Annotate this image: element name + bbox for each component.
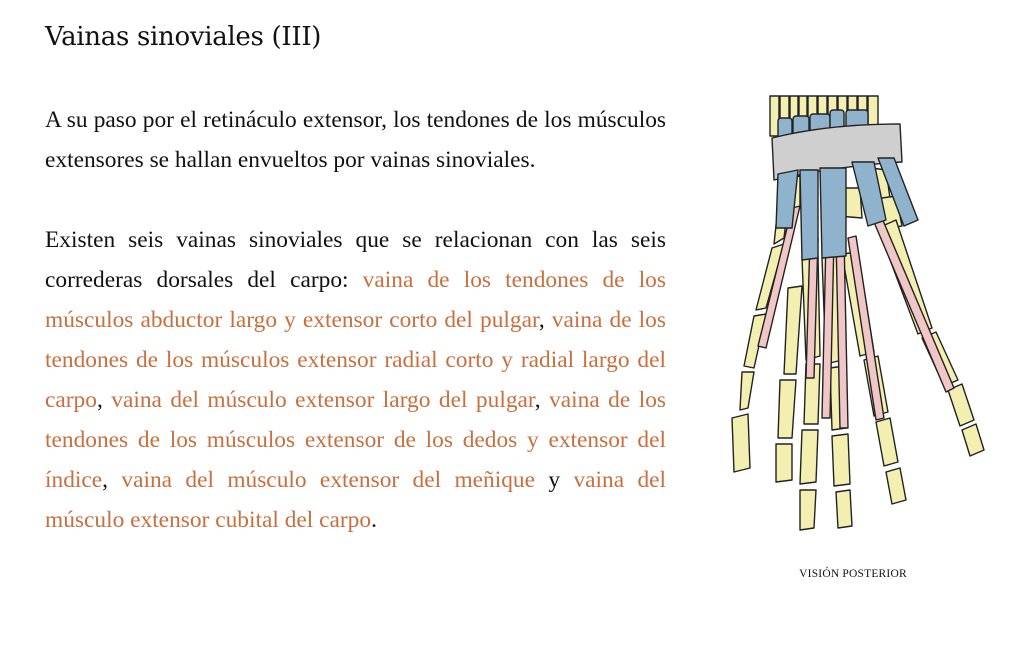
sheath-term-4: vaina de los tendones de los músculos extensor de los dedos y extensor del índice xyxy=(45,387,666,493)
intro-paragraph: A su paso por el retináculo extensor, los tendones de los músculos extensores se hallan envueltos por vainas sinoviales. xyxy=(45,107,666,173)
sheaths-intro: Existen seis vainas sinoviales que se relacionan con las seis correderas dorsales del carpo: xyxy=(45,227,666,293)
sheath-term-3: vaina del músculo extensor largo del pulgar xyxy=(111,387,535,413)
page-title: Vainas sinoviales (III) xyxy=(45,22,322,52)
sheath-term-2: vaina de los tendones de los músculos extensor radial corto y radial largo del carpo xyxy=(45,307,666,413)
figure-caption: VISIÓN POSTERIOR xyxy=(799,568,907,580)
separator: y xyxy=(535,467,574,493)
separator: , xyxy=(538,307,552,333)
middle-finger xyxy=(800,364,820,530)
index-finger xyxy=(776,286,802,482)
body-text xyxy=(45,100,666,540)
hand-illustration-svg xyxy=(718,88,988,548)
sheaths-paragraph xyxy=(45,220,666,540)
hand-posterior-illustration xyxy=(718,88,988,548)
sheath-term-6: vaina del músculo extensor cubital del carpo xyxy=(45,467,667,533)
paragraph-end: . xyxy=(371,507,377,533)
separator: , xyxy=(96,387,112,413)
sheath-term-1: vaina de los tendones de los músculos abductor largo y extensor corto del pulgar xyxy=(45,267,666,333)
sheath-term-5: vaina del músculo extensor del meñique xyxy=(121,467,536,493)
separator: , xyxy=(102,467,122,493)
separator: , xyxy=(534,387,550,413)
